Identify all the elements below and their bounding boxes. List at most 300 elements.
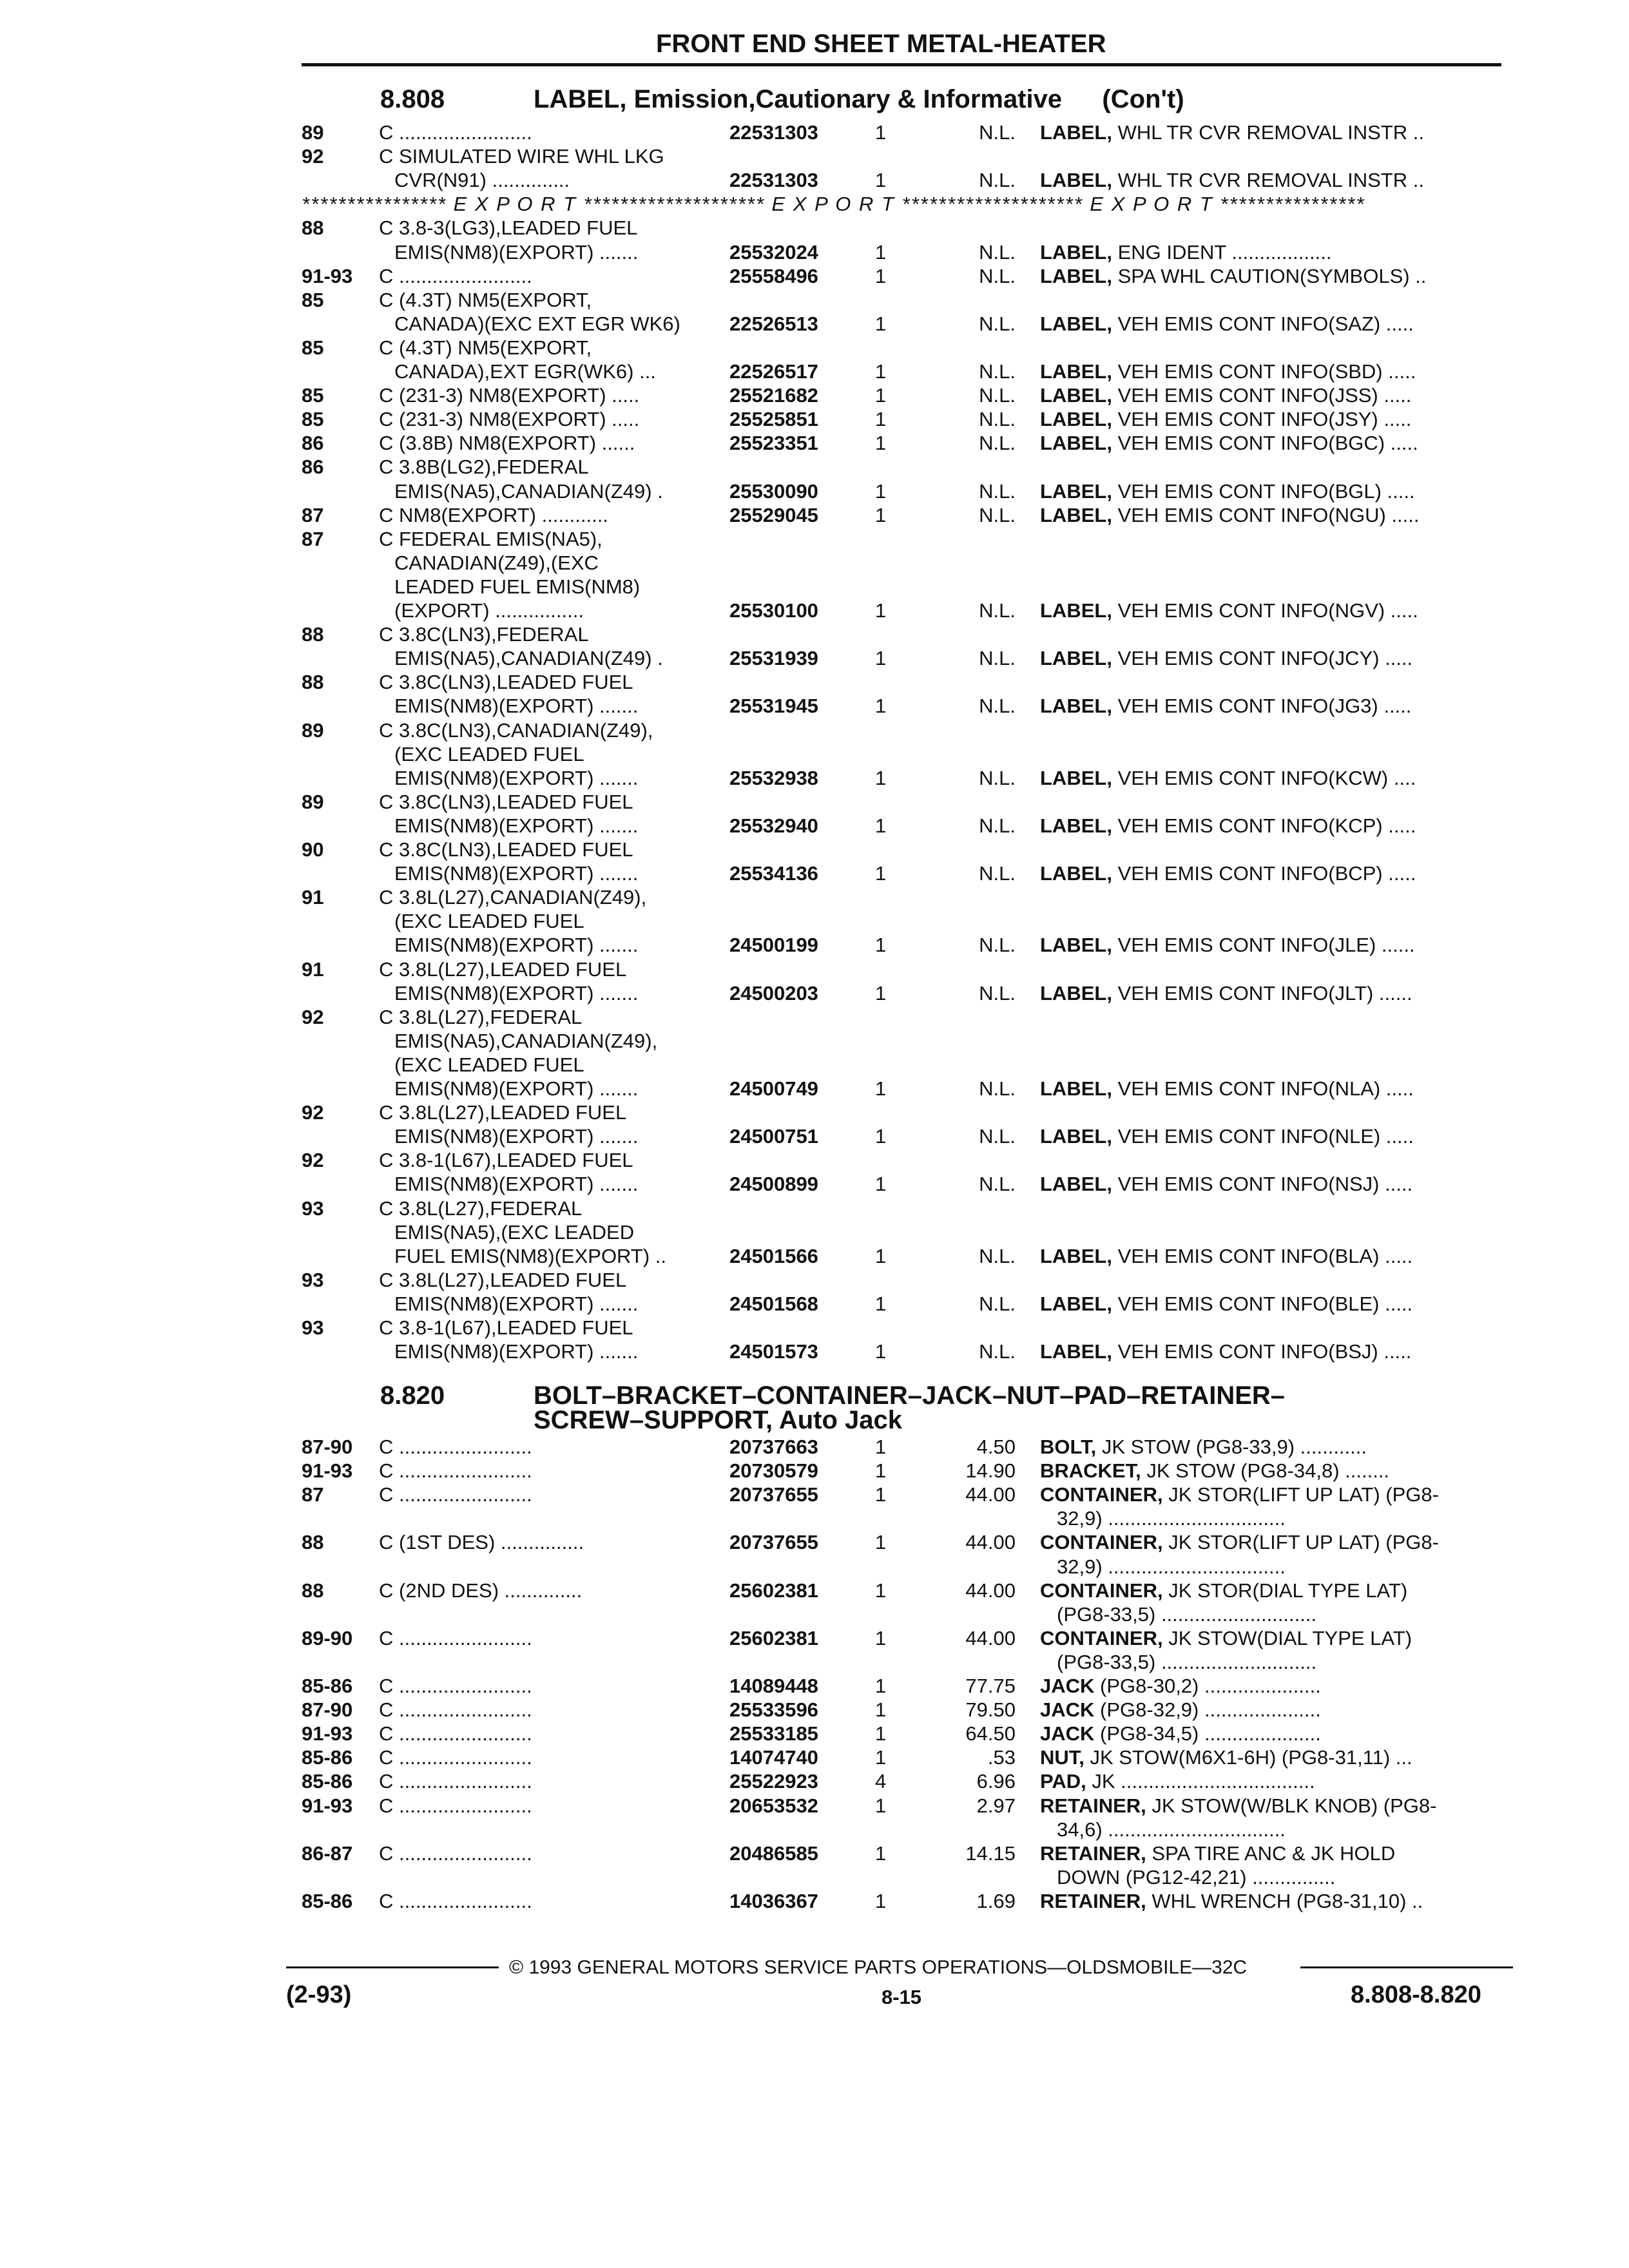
usage-description: C FEDERAL EMIS(NA5), (379, 527, 602, 550)
usage-description: C 3.8L(L27),LEADED FUEL (379, 957, 627, 981)
parts-row (0, 1006, 1629, 1029)
part-number: 25532938 (729, 766, 818, 789)
part-name (1040, 1579, 1501, 1602)
parts-row (0, 528, 1629, 551)
part-number: 25521682 (729, 384, 818, 407)
part-name (1040, 432, 1501, 455)
parts-row (0, 695, 1629, 718)
usage-description: (EXPORT) ................ (394, 599, 584, 622)
header-rule (302, 63, 1501, 66)
part-name-detail: WHL TR CVR REMOVAL INSTR .. (1117, 121, 1424, 144)
price: N.L. (979, 695, 1016, 718)
parts-row (0, 1149, 1629, 1172)
price: 6.96 (976, 1770, 1016, 1793)
parts-row (0, 265, 1629, 288)
model-year: 88 (302, 623, 324, 646)
part-number: 14089448 (729, 1675, 818, 1697)
price: N.L. (979, 981, 1016, 1004)
price: N.L. (979, 934, 1016, 957)
usage-description: C 3.8C(LN3),LEADED FUEL (379, 838, 633, 861)
part-number: 24501568 (729, 1292, 818, 1315)
part-name (1040, 1722, 1501, 1745)
usage-description: EMIS(NM8)(EXPORT) ....... (394, 862, 639, 885)
parts-row (0, 1053, 1629, 1077)
parts-row (0, 1245, 1629, 1268)
usage-description: EMIS(NM8)(EXPORT) ....... (394, 814, 639, 837)
part-name-keyword: CONTAINER, (1040, 1626, 1163, 1649)
price: N.L. (979, 599, 1016, 622)
part-name (1040, 1125, 1501, 1148)
part-number: 20486585 (729, 1841, 818, 1865)
part-name-keyword: LABEL, (1040, 695, 1112, 718)
part-name-keyword: LABEL, (1040, 503, 1112, 526)
usage-description: LEADED FUEL EMIS(NM8) (394, 575, 641, 598)
part-name (1040, 1794, 1501, 1818)
quantity: 1 (875, 1626, 887, 1649)
part-name-keyword: RETAINER, (1040, 1794, 1146, 1817)
usage-description: C ........................ (379, 1770, 532, 1793)
price: 44.00 (965, 1531, 1016, 1554)
quantity: 1 (875, 1722, 887, 1745)
part-name-keyword: RETAINER, (1040, 1889, 1146, 1912)
part-number: 25530100 (729, 599, 818, 622)
model-year: 92 (302, 1101, 324, 1124)
usage-description: C 3.8-1(L67),LEADED FUEL (379, 1149, 633, 1172)
part-name (1040, 1531, 1501, 1554)
continuation-line (0, 1603, 1629, 1626)
parts-row (0, 1436, 1629, 1459)
part-name-keyword: LABEL, (1040, 312, 1112, 335)
quantity: 1 (875, 240, 887, 264)
parts-row (0, 862, 1629, 885)
part-name (1040, 1698, 1501, 1722)
part-number: 25534136 (729, 862, 818, 885)
model-year: 91 (302, 886, 324, 909)
quantity: 1 (875, 264, 887, 287)
part-name-detail: VEH EMIS CONT INFO(BGL) ..... (1117, 479, 1415, 503)
part-number: 22531303 (729, 121, 818, 144)
part-number: 24500203 (729, 981, 818, 1004)
price: .53 (987, 1746, 1016, 1769)
part-number: 25530090 (729, 479, 818, 503)
part-name-continuation: 34,6) ................................ (1057, 1818, 1286, 1841)
quantity: 1 (875, 862, 887, 885)
model-year: 91-93 (302, 1794, 353, 1817)
parts-row (0, 767, 1629, 790)
quantity: 1 (875, 1125, 887, 1148)
model-year: 87 (302, 503, 324, 526)
parts-row (0, 336, 1629, 360)
usage-description: C (1ST DES) ............... (379, 1531, 584, 1554)
quantity: 1 (875, 1889, 887, 1912)
price: 2.97 (976, 1794, 1016, 1817)
part-number: 25558496 (729, 264, 818, 287)
part-name-continuation: 32,9) ................................ (1057, 1507, 1286, 1530)
usage-description: C (4.3T) NM5(EXPORT, (379, 336, 592, 359)
parts-row (0, 480, 1629, 503)
part-name (1040, 265, 1501, 288)
section-title-8820-line2 (534, 1407, 902, 1433)
parts-row (0, 1030, 1629, 1053)
part-name-detail: VEH EMIS CONT INFO(NSJ) ..... (1117, 1173, 1413, 1196)
price: N.L. (979, 312, 1016, 335)
part-name-detail: VEH EMIS CONT INFO(SBD) ..... (1117, 360, 1416, 383)
quantity: 4 (875, 1770, 887, 1793)
part-name (1040, 241, 1501, 264)
parts-row (0, 1698, 1629, 1722)
part-name (1040, 1746, 1501, 1769)
part-name-continuation: (PG8-33,5) ............................ (1057, 1650, 1317, 1673)
part-number: 20737663 (729, 1436, 818, 1458)
part-name-detail: VEH EMIS CONT INFO(BCP) ..... (1117, 862, 1416, 885)
part-name-detail: VEH EMIS CONT INFO(JCY) ..... (1117, 647, 1413, 670)
price: 4.50 (976, 1436, 1016, 1458)
price: 77.75 (965, 1675, 1016, 1697)
part-name (1040, 312, 1501, 336)
part-number: 20730579 (729, 1459, 818, 1483)
usage-description: CVR(N91) .............. (394, 169, 570, 192)
parts-row (0, 647, 1629, 670)
usage-description: CANADIAN(Z49),(EXC (394, 551, 599, 574)
part-name (1040, 1340, 1501, 1363)
quantity: 1 (875, 1531, 887, 1554)
usage-description: C 3.8L(L27),FEDERAL (379, 1005, 583, 1028)
price: N.L. (979, 503, 1016, 526)
part-name-keyword: PAD, (1040, 1770, 1086, 1793)
usage-description: EMIS(NM8)(EXPORT) ....... (394, 695, 639, 718)
quantity: 1 (875, 1340, 887, 1363)
model-year: 85-86 (302, 1770, 353, 1793)
parts-row (0, 719, 1629, 742)
part-name-keyword: CONTAINER, (1040, 1531, 1163, 1554)
model-year: 93 (302, 1268, 324, 1291)
part-name-detail: VEH EMIS CONT INFO(KCP) ..... (1117, 814, 1416, 837)
part-name-keyword: LABEL, (1040, 384, 1112, 407)
price: 14.15 (965, 1841, 1016, 1865)
part-name-detail: VEH EMIS CONT INFO(NGU) ..... (1117, 503, 1420, 526)
parts-row (0, 1221, 1629, 1244)
model-year: 85 (302, 288, 324, 311)
footer-rule-left (286, 1966, 499, 1968)
section-title-rest: Auto Jack (778, 1406, 902, 1434)
section-title-8820-line1: BOLT–BRACKET–CONTAINER–JACK–NUT–PAD–RETAINER– (534, 1381, 1286, 1410)
usage-description: C ........................ (379, 1889, 532, 1912)
parts-row (0, 599, 1629, 622)
part-name-detail: JK STOW(DIAL TYPE LAT) (1168, 1626, 1412, 1649)
part-number: 22526517 (729, 360, 818, 383)
part-name (1040, 384, 1501, 407)
part-name (1040, 121, 1501, 144)
part-number: 20737655 (729, 1483, 818, 1506)
parts-row (0, 838, 1629, 861)
part-name-detail: VEH EMIS CONT INFO(NLA) ..... (1117, 1077, 1414, 1100)
parts-row (0, 312, 1629, 336)
model-year: 88 (302, 216, 324, 240)
parts-row (0, 432, 1629, 455)
price: 44.00 (965, 1626, 1016, 1649)
usage-description: EMIS(NM8)(EXPORT) ....... (394, 981, 639, 1004)
part-name-keyword: BOLT, (1040, 1436, 1097, 1458)
part-name-detail: VEH EMIS CONT INFO(BGC) ..... (1117, 432, 1418, 455)
usage-description: C 3.8-1(L67),LEADED FUEL (379, 1316, 633, 1339)
footer-date: (2-93) (286, 1981, 352, 2008)
usage-description: C ........................ (379, 1841, 532, 1865)
part-name-detail: VEH EMIS CONT INFO(JLT) ...... (1117, 981, 1412, 1004)
usage-description: C (231-3) NM8(EXPORT) ..... (379, 408, 640, 431)
part-number: 25529045 (729, 503, 818, 526)
model-year: 91-93 (302, 1722, 353, 1745)
parts-row (0, 384, 1629, 407)
continuation-line (0, 1507, 1629, 1530)
part-number: 24500751 (729, 1125, 818, 1148)
quantity: 1 (875, 1483, 887, 1506)
parts-row (0, 1722, 1629, 1745)
parts-row (0, 1579, 1629, 1602)
parts-row (0, 1746, 1629, 1769)
parts-row (0, 504, 1629, 527)
usage-description: CANADA),EXT EGR(WK6) ... (394, 360, 656, 383)
part-name-keyword: LABEL, (1040, 432, 1112, 455)
parts-row (0, 934, 1629, 957)
model-year: 85 (302, 384, 324, 407)
parts-row (0, 289, 1629, 312)
part-name-detail: VEH EMIS CONT INFO(NLE) ..... (1117, 1125, 1414, 1148)
usage-description: C ........................ (379, 264, 532, 287)
model-year: 91-93 (302, 264, 353, 287)
parts-row (0, 552, 1629, 575)
footer-rule-right (1300, 1966, 1513, 1968)
parts-row (0, 623, 1629, 646)
usage-description: EMIS(NM8)(EXPORT) ....... (394, 766, 639, 789)
quantity: 1 (875, 647, 887, 670)
part-name-detail: VEH EMIS CONT INFO(JSS) ..... (1117, 384, 1412, 407)
part-number: 25602381 (729, 1579, 818, 1602)
part-number: 14074740 (729, 1746, 818, 1769)
part-name-keyword: LABEL, (1040, 1244, 1112, 1267)
quantity: 1 (875, 1579, 887, 1602)
usage-description: C 3.8L(L27),FEDERAL (379, 1196, 583, 1220)
part-name-keyword: LABEL, (1040, 479, 1112, 503)
price: 1.69 (976, 1889, 1016, 1912)
price: N.L. (979, 814, 1016, 837)
parts-row (0, 1340, 1629, 1363)
usage-description: EMIS(NA5),CANADIAN(Z49) . (394, 479, 663, 503)
price: N.L. (979, 169, 1016, 192)
part-name-keyword: RETAINER, (1040, 1841, 1146, 1865)
quantity: 1 (875, 695, 887, 718)
usage-description: C 3.8-3(LG3),LEADED FUEL (379, 216, 638, 240)
parts-row (0, 1675, 1629, 1698)
model-year: 85 (302, 408, 324, 431)
part-name (1040, 814, 1501, 838)
parts-row (0, 360, 1629, 383)
part-number: 24500899 (729, 1173, 818, 1196)
model-year: 85-86 (302, 1675, 353, 1697)
part-name-keyword: LABEL, (1040, 1173, 1112, 1196)
part-number: 24500199 (729, 934, 818, 957)
model-year: 89 (302, 790, 324, 813)
part-name-keyword: LABEL, (1040, 408, 1112, 431)
model-year: 92 (302, 1005, 324, 1028)
price: N.L. (979, 408, 1016, 431)
part-name (1040, 408, 1501, 431)
quantity: 1 (875, 432, 887, 455)
part-name-keyword: LABEL, (1040, 169, 1112, 192)
parts-row (0, 1890, 1629, 1913)
price: N.L. (979, 432, 1016, 455)
part-name (1040, 1436, 1501, 1459)
model-year: 89 (302, 718, 324, 742)
part-number: 24500749 (729, 1077, 818, 1100)
footer-page-number: 8-15 (882, 1986, 922, 2008)
part-name-keyword: BRACKET, (1040, 1459, 1141, 1483)
part-name-keyword: LABEL, (1040, 1125, 1112, 1148)
part-name-detail: JK STOW (PG8-33,9) ............ (1101, 1436, 1367, 1458)
model-year: 92 (302, 145, 324, 168)
part-name-keyword: NUT, (1040, 1746, 1084, 1769)
usage-description: C ........................ (379, 1675, 532, 1697)
part-name-detail: VEH EMIS CONT INFO(NGV) ..... (1117, 599, 1418, 622)
quantity: 1 (875, 384, 887, 407)
parts-row (0, 791, 1629, 814)
part-number: 25523351 (729, 432, 818, 455)
part-name (1040, 1842, 1501, 1865)
part-name-detail: JK STOW(M6X1-6H) (PG8-31,11) ... (1090, 1746, 1412, 1769)
part-number: 25533185 (729, 1722, 818, 1745)
quantity: 1 (875, 360, 887, 383)
usage-description: C ........................ (379, 1436, 532, 1458)
part-name (1040, 1245, 1501, 1268)
quantity: 1 (875, 1173, 887, 1196)
price: N.L. (979, 384, 1016, 407)
part-name-detail: VEH EMIS CONT INFO(JSY) ..... (1117, 408, 1412, 431)
parts-row (0, 958, 1629, 981)
price: N.L. (979, 479, 1016, 503)
part-name (1040, 1770, 1501, 1793)
parts-row (0, 1459, 1629, 1483)
part-name (1040, 599, 1501, 622)
part-name-keyword: CONTAINER, (1040, 1483, 1163, 1506)
usage-description: C ........................ (379, 1698, 532, 1722)
parts-row (0, 1293, 1629, 1316)
part-name-keyword: LABEL, (1040, 599, 1112, 622)
part-name-detail: VEH EMIS CONT INFO(BSJ) ..... (1117, 1340, 1412, 1363)
part-number: 25531939 (729, 647, 818, 670)
part-name-keyword: JACK (1040, 1722, 1095, 1745)
part-number: 25602381 (729, 1626, 818, 1649)
price: N.L. (979, 1173, 1016, 1196)
price: 64.50 (965, 1722, 1016, 1745)
model-year: 89-90 (302, 1626, 353, 1649)
footer-copyright: © 1993 GENERAL MOTORS SERVICE PARTS OPERATIONS—OLDSMOBILE—32C (509, 1957, 1248, 1978)
parts-row (0, 1101, 1629, 1124)
part-name (1040, 360, 1501, 383)
usage-description: EMIS(NM8)(EXPORT) ....... (394, 1173, 639, 1196)
part-name-keyword: LABEL, (1040, 1292, 1112, 1315)
quantity: 1 (875, 503, 887, 526)
parts-row (0, 408, 1629, 431)
usage-description: EMIS(NA5),(EXC LEADED (394, 1220, 635, 1244)
parts-row (0, 1483, 1629, 1506)
part-name (1040, 862, 1501, 885)
part-name-detail: JK STOW (PG8-34,8) ........ (1146, 1459, 1390, 1483)
quantity: 1 (875, 981, 887, 1004)
parts-row (0, 1770, 1629, 1793)
part-number: 14036367 (729, 1889, 818, 1912)
quantity: 1 (875, 1077, 887, 1100)
part-name-detail: SPA TIRE ANC & JK HOLD (1152, 1841, 1396, 1865)
quantity: 1 (875, 1244, 887, 1267)
model-year: 88 (302, 1531, 324, 1554)
part-name (1040, 1077, 1501, 1100)
part-name-keyword: LABEL, (1040, 934, 1112, 957)
usage-description: EMIS(NM8)(EXPORT) ....... (394, 1125, 639, 1148)
part-name (1040, 1173, 1501, 1196)
continuation-line (0, 1555, 1629, 1579)
quantity: 1 (875, 121, 887, 144)
usage-description: EMIS(NA5),CANADIAN(Z49) . (394, 647, 663, 670)
usage-description: CANADA)(EXC EXT EGR WK6) (394, 312, 680, 335)
model-year: 87-90 (302, 1436, 353, 1458)
parts-row (0, 1197, 1629, 1220)
part-name-detail: VEH EMIS CONT INFO(SAZ) ..... (1117, 312, 1414, 335)
usage-description: C ........................ (379, 1746, 532, 1769)
part-name-detail: (PG8-32,9) ..................... (1100, 1698, 1321, 1722)
usage-description: EMIS(NM8)(EXPORT) ....... (394, 1340, 639, 1363)
usage-description: C 3.8L(L27),LEADED FUEL (379, 1268, 627, 1291)
usage-description: C 3.8L(L27),LEADED FUEL (379, 1101, 627, 1124)
section-title-8808 (534, 86, 1184, 112)
usage-description: C SIMULATED WIRE WHL LKG (379, 145, 664, 168)
usage-description: C 3.8C(LN3),LEADED FUEL (379, 671, 633, 694)
usage-description: C 3.8C(LN3),LEADED FUEL (379, 790, 633, 813)
part-name (1040, 1483, 1501, 1506)
price: N.L. (979, 1077, 1016, 1100)
quantity: 1 (875, 312, 887, 335)
parts-row (0, 169, 1629, 192)
price: N.L. (979, 1340, 1016, 1363)
quantity: 1 (875, 1436, 887, 1458)
quantity: 1 (875, 408, 887, 431)
parts-row (0, 1125, 1629, 1148)
part-name (1040, 767, 1501, 790)
quantity: 1 (875, 1746, 887, 1769)
quantity: 1 (875, 1794, 887, 1817)
part-name-detail: JK STOR(DIAL TYPE LAT) (1168, 1579, 1408, 1602)
parts-row (0, 241, 1629, 264)
usage-description: C ........................ (379, 1459, 532, 1483)
part-number: 25525851 (729, 408, 818, 431)
part-name (1040, 982, 1501, 1005)
part-name (1040, 1459, 1501, 1483)
part-name-continuation: DOWN (PG12-42,21) ............... (1057, 1865, 1336, 1888)
quantity: 1 (875, 1292, 887, 1315)
usage-description: EMIS(NM8)(EXPORT) ....... (394, 1292, 639, 1315)
parts-row (0, 575, 1629, 599)
part-number: 25532940 (729, 814, 818, 837)
part-name-keyword: LABEL, (1040, 240, 1112, 264)
section-number-8808: 8.808 (380, 85, 445, 113)
price: 44.00 (965, 1483, 1016, 1506)
price: 14.90 (965, 1459, 1016, 1483)
usage-description: (EXC LEADED FUEL (394, 1053, 584, 1076)
price: 79.50 (965, 1698, 1016, 1722)
usage-description: C ........................ (379, 121, 532, 144)
model-year: 93 (302, 1316, 324, 1339)
parts-row (0, 814, 1629, 838)
quantity: 1 (875, 814, 887, 837)
model-year: 91 (302, 957, 324, 981)
